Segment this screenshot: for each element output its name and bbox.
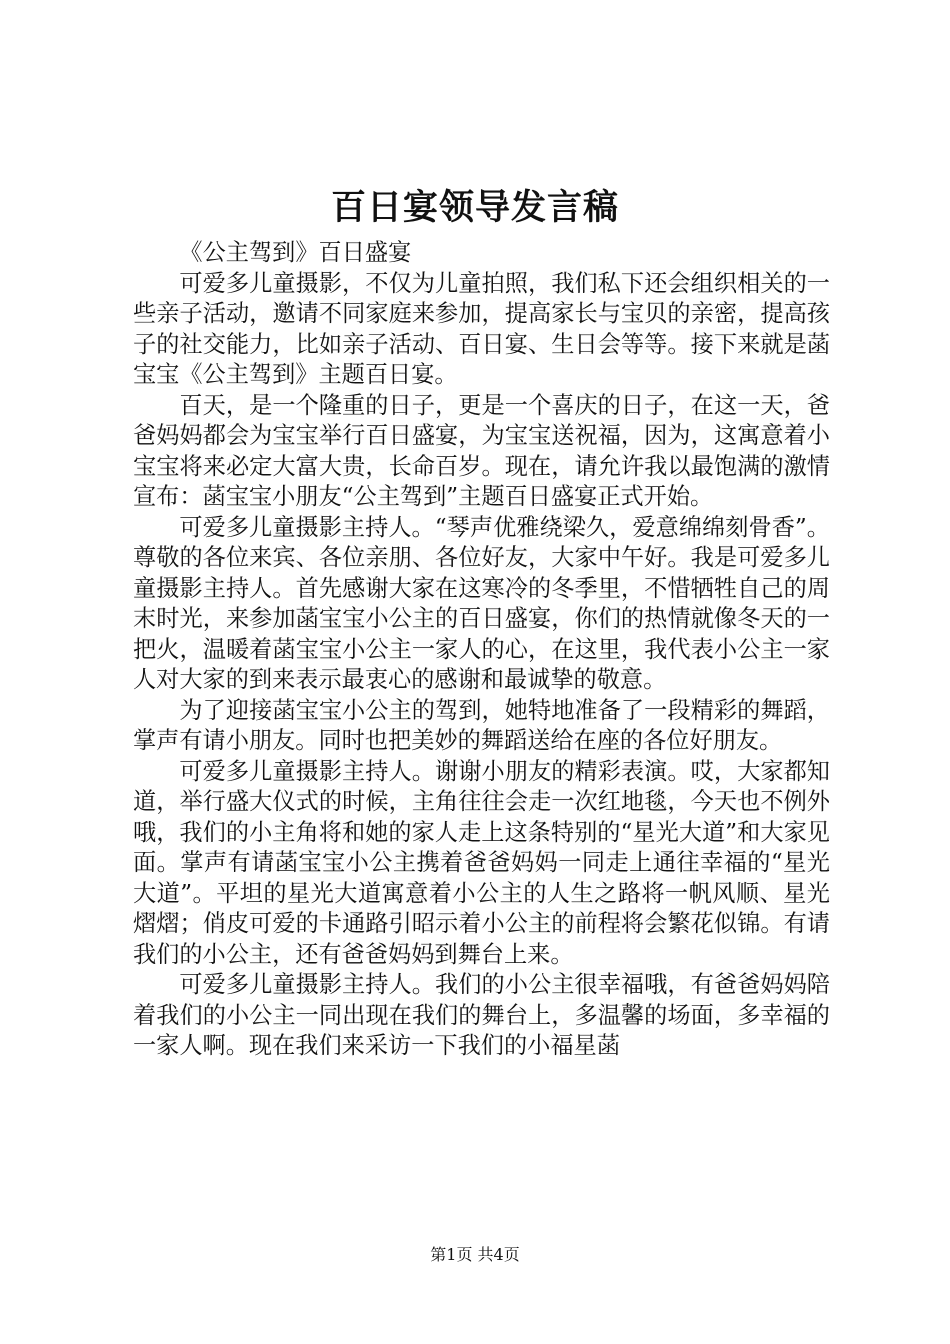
- paragraph: 为了迎接菡宝宝小公主的驾到，她特地准备了一段精彩的舞蹈，掌声有请小朋友。同时也把美妙的舞蹈送给在座的各位好朋友。: [133, 696, 830, 754]
- paragraph: 可爱多儿童摄影主持人。“琴声优雅绕梁久，爱意绵绵刻骨香”。尊敬的各位来宾、各位亲朋、各位好友，大家中午好。我是可爱多儿童摄影主持人。首先感谢大家在这寒冷的冬季里，不惜牺牲自己的周末时光，来参加菡宝宝小公主的百日盛宴，你们的热情就像冬天的一把火，温暖着菡宝宝小公主一家人的心，在这里，我代表小公主一家人对大家的到来表示最衷心的感谢和最诚挚的敬意。: [133, 513, 830, 693]
- page-footer: 第1页 共4页: [430, 1245, 520, 1264]
- paragraph-subtitle: 《公主驾到》百日盛宴: [179, 239, 412, 266]
- paragraph: 可爱多儿童摄影主持人。我们的小公主很幸福哦，有爸爸妈妈陪着我们的小公主一同出现在我们的舞台上，多温馨的场面，多幸福的一家人啊。现在我们来采访一下我们的小福星菡: [133, 971, 830, 1059]
- paragraph: 百天，是一个隆重的日子，更是一个喜庆的日子，在这一天，爸爸妈妈都会为宝宝举行百日盛宴，为宝宝送祝福，因为，这寓意着小宝宝将来必定大富大贵，长命百岁。现在，请允许我以最饱满的激情宣布：菡宝宝小朋友“公主驾到”主题百日盛宴正式开始。: [133, 391, 830, 510]
- paragraph: 可爱多儿童摄影，不仅为儿童拍照，我们私下还会组织相关的一些亲子活动，邀请不同家庭来参加，提高家长与宝贝的亲密，提高孩子的社交能力，比如亲子活动、百日宴、生日会等等。接下来就是菡宝宝《公主驾到》主题百日宴。: [133, 269, 830, 388]
- paragraph: 可爱多儿童摄影主持人。谢谢小朋友的精彩表演。哎，大家都知道，举行盛大仪式的时候，主角往往会走一次红地毯，今天也不例外哦，我们的小主角将和她的家人走上这条特别的“星光大道”和大家见面。掌声有请菡宝宝小公主携着爸爸妈妈一同走上通往幸福的“星光大道”。平坦的星光大道寓意着小公主的人生之路将一帆风顺、星光熠熠；俏皮可爱的卡通路引昭示着小公主的前程将会繁花似锦。有请我们的小公主，还有爸爸妈妈到舞台上来。: [133, 757, 830, 968]
- document-body: [133, 238, 830, 1062]
- document-title: 百日宴领导发言稿: [330, 187, 619, 228]
